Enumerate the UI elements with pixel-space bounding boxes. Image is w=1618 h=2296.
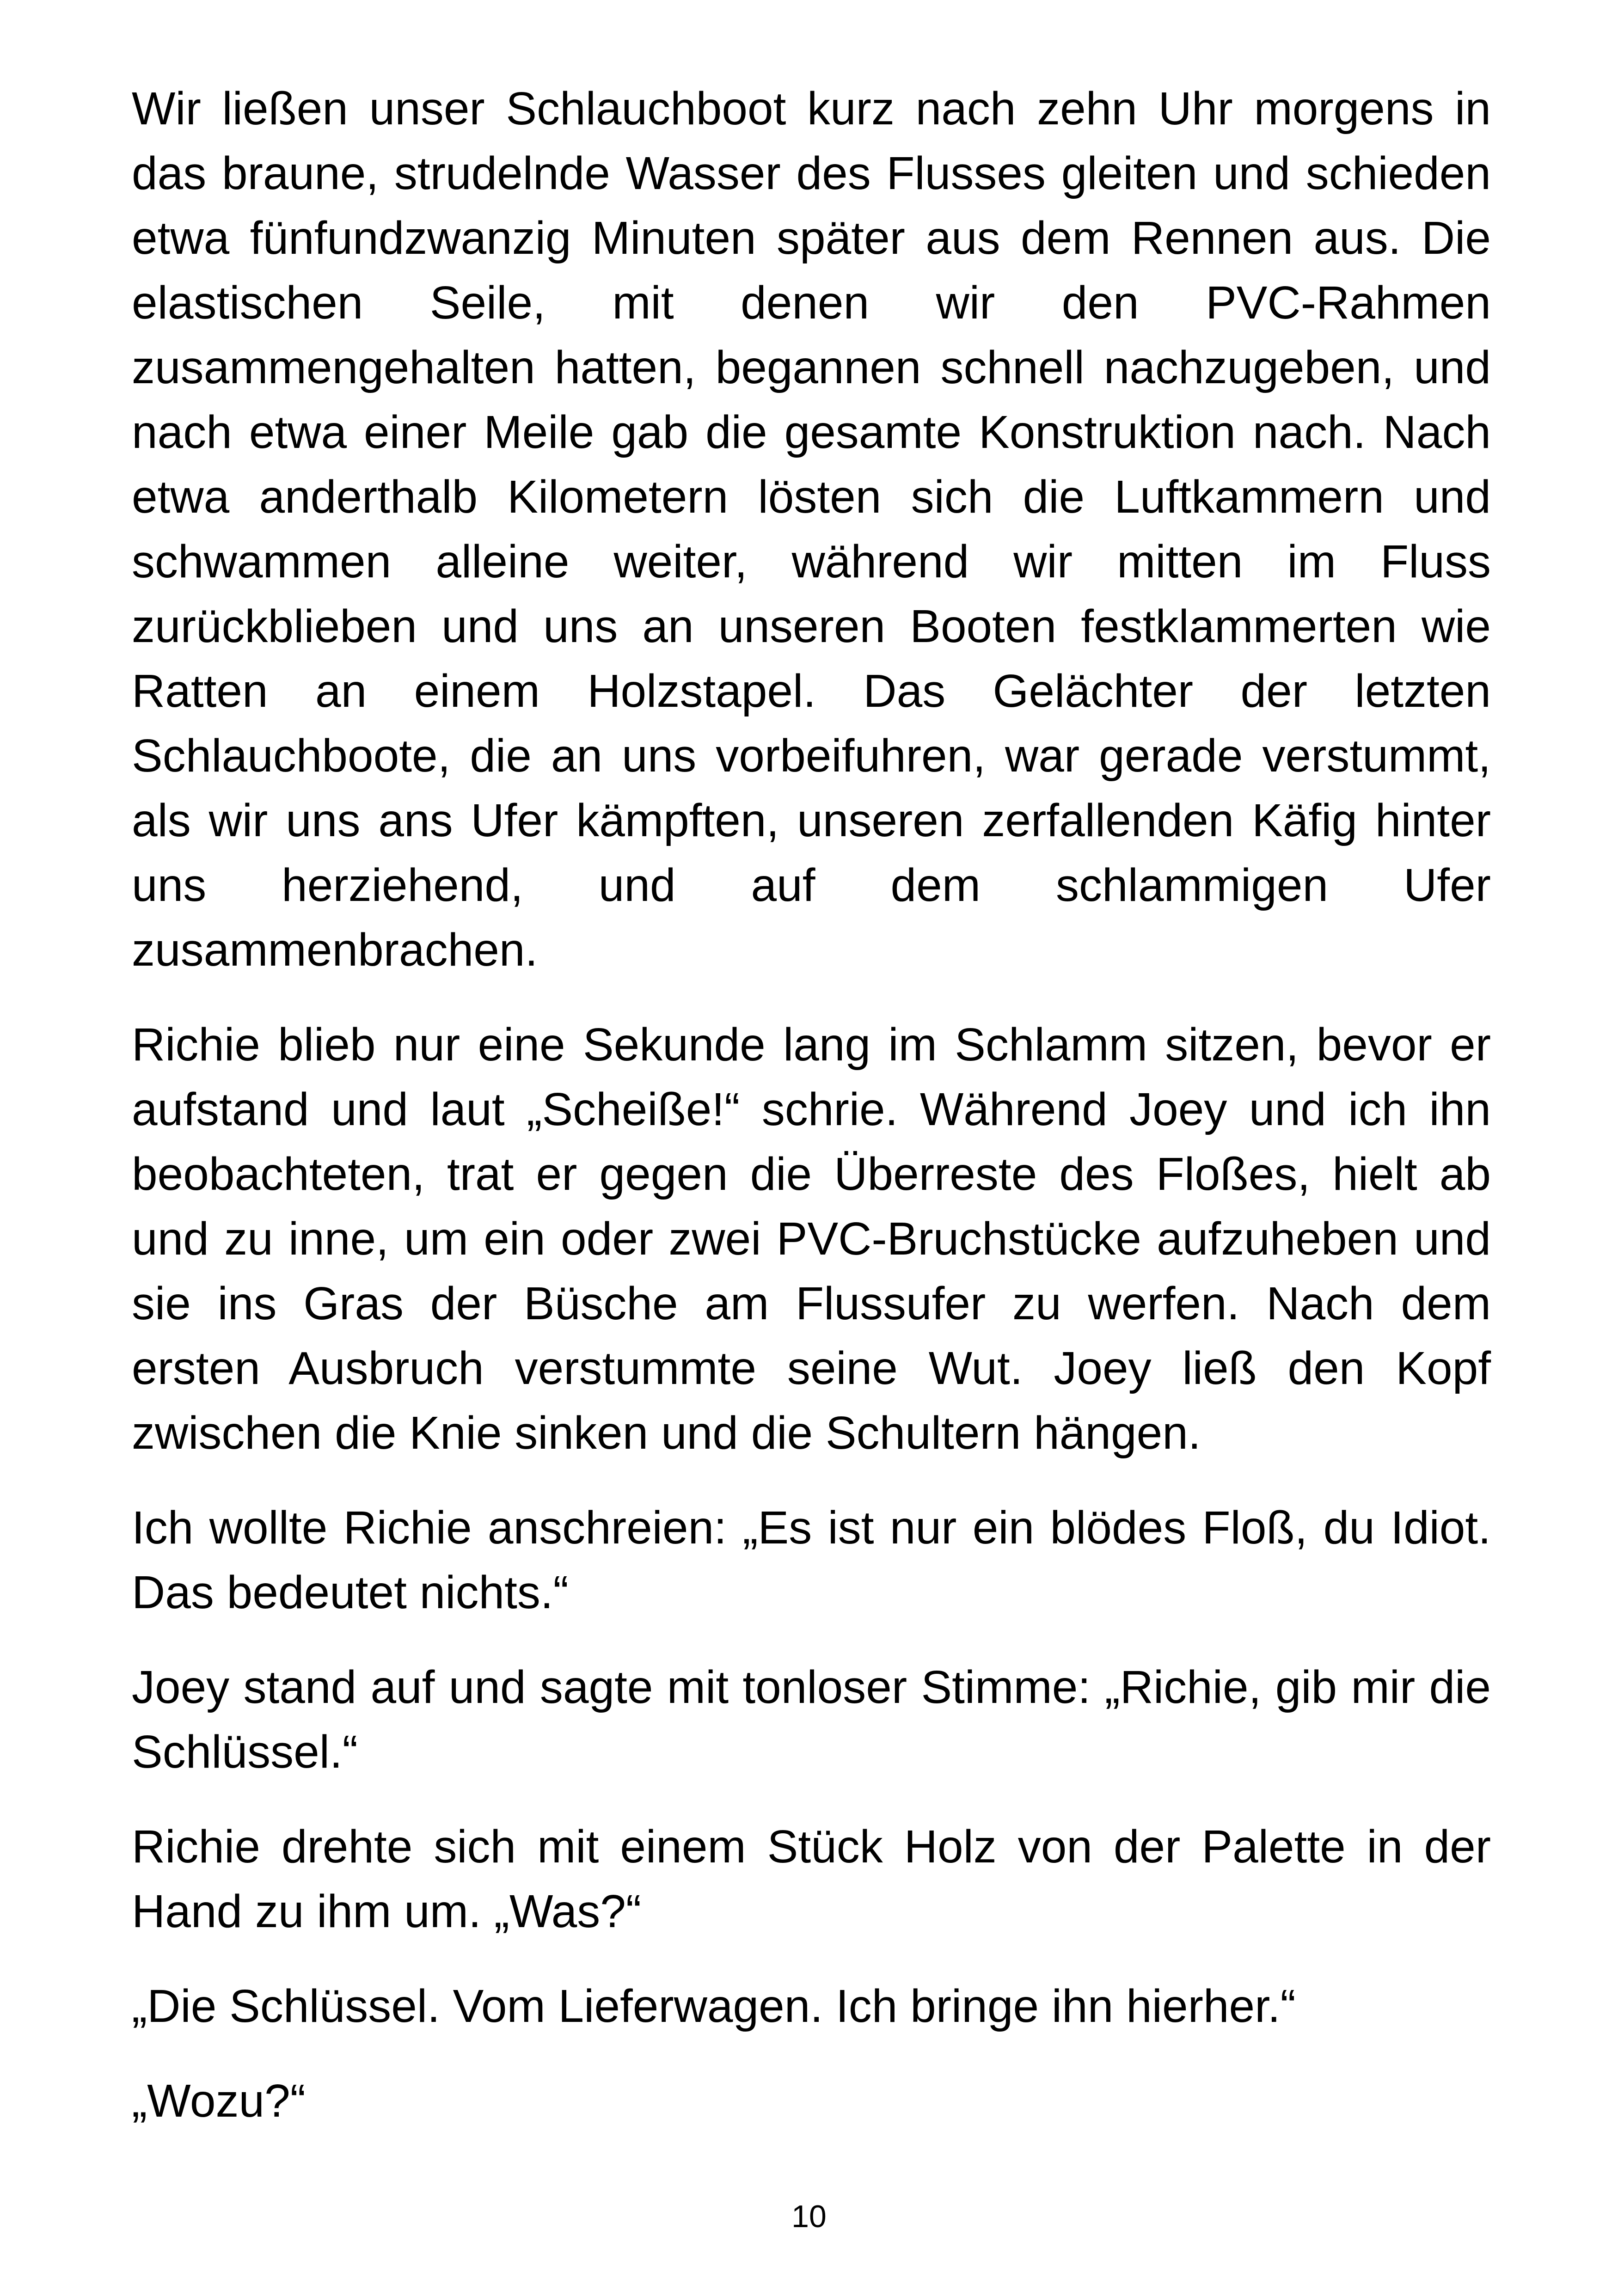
paragraph: „Die Schlüssel. Vom Lieferwagen. Ich bringe ihn hierher.“ xyxy=(132,1980,1296,2032)
body-text xyxy=(132,76,1491,2163)
page-number: 10 xyxy=(791,2199,827,2234)
paragraph: Wir ließen unser Schlauchboot kurz nach zehn Uhr morgens in das braune, strudelnde Wasser des Flusses gleiten und schieden etwa fünfundzwanzig Minuten später aus dem Rennen aus. Die elastischen Seile, mit denen wir den PVC-Rahmen zusammengehalten hatten, begannen schnell nachzugeben, und nach etwa einer Meile gab die gesamte Konstruktion nach. Nach etwa anderthalb Kilometern lösten sich die Luftkammern und schwammen alleine weiter, während wir mitten im Fluss zurückblieben und uns an unseren Booten festklammerten wie Ratten an einem Holzstapel. Das Gelächter der letzten Schlauchboote, die an uns vorbeifuhren, war gerade verstummt, als wir uns ans Ufer kämpften, unseren zerfallenden Käfig hinter uns herziehend, und auf dem schlammigen Ufer zusammenbrachen. xyxy=(132,83,1491,976)
paragraph: Ich wollte Richie anschreien: „Es ist nur ein blödes Floß, du Idiot. Das bedeutet nichts.“ xyxy=(132,1502,1491,1618)
paragraph: Joey stand auf und sagte mit tonloser Stimme: „Richie, gib mir die Schlüssel.“ xyxy=(132,1661,1491,1778)
paragraph: Richie drehte sich mit einem Stück Holz von der Palette in der Hand zu ihm um. „Was?“ xyxy=(132,1821,1491,1937)
paragraph: „Wozu?“ xyxy=(132,2075,306,2127)
paragraph: Richie blieb nur eine Sekunde lang im Schlamm sitzen, bevor er aufstand und laut „Scheiße!“ schrie. Während Joey und ich ihn beobachteten, trat er gegen die Überreste des Floßes, hielt ab und zu inne, um ein oder zwei PVC-Bruchstücke aufzuheben und sie ins Gras der Büsche am Flussufer zu werfen. Nach dem ersten Ausbruch verstummte seine Wut. Joey ließ den Kopf zwischen die Knie sinken und die Schultern hängen. xyxy=(132,1019,1491,1459)
